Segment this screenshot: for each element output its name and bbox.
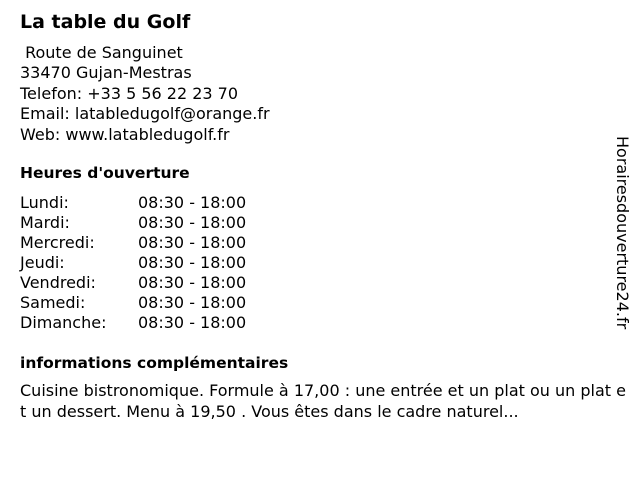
hours-row-monday xyxy=(20,193,280,213)
day-label: Dimanche: xyxy=(20,313,107,332)
website: Web: www.latabledugolf.fr xyxy=(20,124,230,144)
time-range: 08:30 - 18:00 xyxy=(138,233,247,252)
hours-row-tuesday xyxy=(20,213,280,233)
hours-row-friday xyxy=(20,273,280,293)
email-address: Email: latabledugolf@orange.fr xyxy=(20,104,270,124)
day-label: Samedi: xyxy=(20,293,86,312)
hours-row-thursday xyxy=(20,253,280,273)
time-range: 08:30 - 18:00 xyxy=(138,313,247,332)
site-watermark: Horairesdouverture24.fr xyxy=(613,136,632,330)
city-address: 33470 Gujan-Mestras xyxy=(20,63,192,83)
time-range: 08:30 - 18:00 xyxy=(138,293,247,312)
day-label: Vendredi: xyxy=(20,273,96,292)
info-description: Cuisine bistronomique. Formule à 17,00 : une entrée et un plat ou un plat et un dessert. Menu à 19,50 . Vous êtes dans le cadre naturel... xyxy=(20,381,626,421)
business-name: La table du Golf xyxy=(20,11,191,33)
day-label: Lundi: xyxy=(20,193,69,212)
info-heading: informations complémentaires xyxy=(20,354,289,372)
day-label: Mercredi: xyxy=(20,233,95,252)
phone-number: Telefon: +33 5 56 22 23 70 xyxy=(20,83,239,103)
time-range: 08:30 - 18:00 xyxy=(138,253,247,272)
contact-block xyxy=(20,43,270,145)
hours-heading: Heures d'ouverture xyxy=(20,164,190,182)
time-range: 08:30 - 18:00 xyxy=(138,213,247,232)
hours-row-sunday xyxy=(20,313,280,333)
hours-row-wednesday xyxy=(20,233,280,253)
hours-table xyxy=(20,193,280,333)
day-label: Mardi: xyxy=(20,213,70,232)
time-range: 08:30 - 18:00 xyxy=(138,193,247,212)
time-range: 08:30 - 18:00 xyxy=(138,273,247,292)
street-address: Route de Sanguinet xyxy=(20,43,183,62)
hours-row-saturday xyxy=(20,293,280,313)
day-label: Jeudi: xyxy=(20,253,65,272)
